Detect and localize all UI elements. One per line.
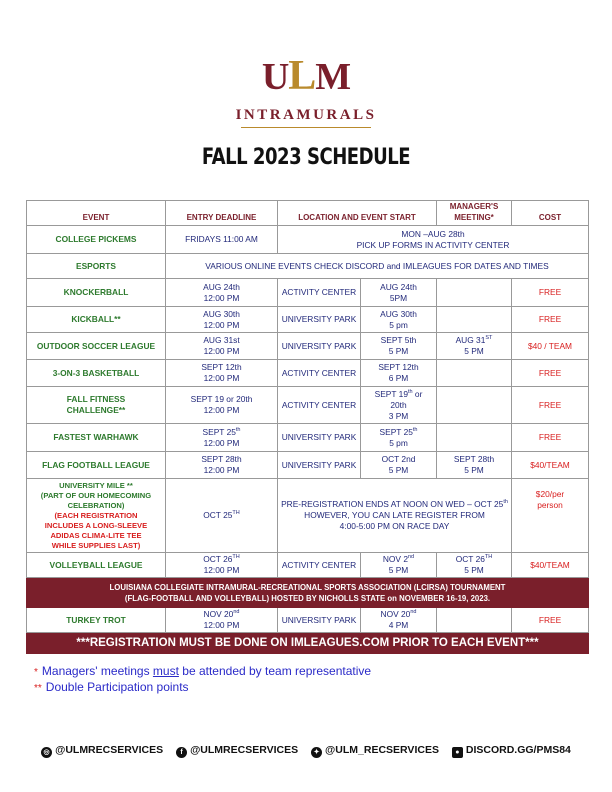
event-start: AUG 24th 5PM (361, 279, 437, 307)
discord-icon: ● (452, 747, 463, 758)
table-row (27, 279, 589, 307)
header-location-start: LOCATION AND EVENT START (278, 201, 437, 226)
event-cost: FREE (512, 307, 589, 333)
table-row (27, 387, 589, 424)
page-title: FALL 2023 SCHEDULE (201, 145, 411, 170)
event-location: UNIVERSITY PARK (278, 307, 361, 333)
ulm-intramurals-logo (0, 53, 612, 128)
event-cost: FREE (512, 279, 589, 307)
twitter-icon: ✦ (311, 747, 322, 758)
event-location: UNIVERSITY PARK (278, 452, 361, 479)
event-cost: FREE (512, 387, 589, 424)
merged-details: MON –AUG 28th PICK UP FORMS IN ACTIVITY CENTER (278, 226, 589, 254)
event-name: TURKEY TROT (27, 608, 166, 633)
table-row (27, 226, 589, 254)
managers-meeting (437, 387, 512, 424)
event-name: ESPORTS (27, 254, 166, 279)
lcirsa-tournament-banner (27, 578, 589, 608)
registration-banner-text: ***REGISTRATION MUST BE DONE ON IMLEAGUES.COM PRIOR TO EACH EVENT*** (27, 633, 589, 654)
event-location: UNIVERSITY PARK (278, 333, 361, 360)
entry-deadline: FRIDAYS 11:00 AM (166, 226, 278, 254)
event-start: OCT 2nd 5 PM (361, 452, 437, 479)
header-managers-meeting: MANAGER'S MEETING* (437, 201, 512, 226)
event-start: SEPT 5th 5 PM (361, 333, 437, 360)
event-start: SEPT 19th or 20th 3 PM (361, 387, 437, 424)
footnote-managers-meeting: * Managers' meetings must be attended by team representative (34, 664, 372, 678)
entry-deadline: NOV 20nd 12:00 PM (166, 608, 278, 633)
footnotes (34, 664, 371, 696)
header-cost: COST (512, 201, 589, 226)
merged-details: VARIOUS ONLINE EVENTS CHECK DISCORD and IMLEAGUES FOR DATES AND TIMES (166, 254, 589, 279)
ulm-logo-mark: ULM (261, 53, 351, 99)
event-location: UNIVERSITY PARK (278, 608, 361, 633)
event-location: ACTIVITY CENTER (278, 279, 361, 307)
social-media-bar (0, 744, 612, 758)
event-location: ACTIVITY CENTER (278, 360, 361, 387)
entry-deadline: OCT 26TH 12:00 PM (166, 553, 278, 578)
event-name: KNOCKERBALL (27, 279, 166, 307)
managers-meeting: SEPT 28th 5 PM (437, 452, 512, 479)
managers-meeting (437, 608, 512, 633)
registration-banner (27, 633, 589, 654)
event-start: AUG 30th 5 pm (361, 307, 437, 333)
managers-meeting (437, 279, 512, 307)
event-cost: FREE (512, 608, 589, 633)
event-name: FALL FITNESS CHALLENGE** (27, 387, 166, 424)
facebook-icon: f (176, 747, 187, 758)
event-location: ACTIVITY CENTER (278, 553, 361, 578)
entry-deadline: AUG 24th 12:00 PM (166, 279, 278, 307)
table-row (27, 553, 589, 578)
entry-deadline: SEPT 19 or 20th 12:00 PM (166, 387, 278, 424)
entry-deadline: SEPT 25th 12:00 PM (166, 424, 278, 452)
entry-deadline: SEPT 28th 12:00 PM (166, 452, 278, 479)
managers-meeting: OCT 26TH 5 PM (437, 553, 512, 578)
twitter-handle[interactable]: ✦ @ULM_RECSERVICES (311, 744, 439, 758)
managers-meeting (437, 307, 512, 333)
instagram-icon: ◎ (41, 747, 52, 758)
instagram-handle[interactable]: ◎ @ULMRECSERVICES (41, 744, 163, 758)
event-location: UNIVERSITY PARK (278, 424, 361, 452)
event-start: SEPT 25th 5 pm (361, 424, 437, 452)
table-row (27, 479, 589, 553)
event-name: FASTEST WARHAWK (27, 424, 166, 452)
event-cost: $20/per person (512, 479, 589, 553)
event-cost: FREE (512, 424, 589, 452)
event-name: UNIVERSITY MILE ** (PART OF OUR HOMECOMING CELEBRATION) (EACH REGISTRATION INCLUDES A LONG-SLEEVE ADIDAS CLIMA-LITE TEE WHILE SUPPLIES LAST) (27, 479, 166, 553)
event-start: NOV 2nd 5 PM (361, 553, 437, 578)
entry-deadline: SEPT 12th 12:00 PM (166, 360, 278, 387)
footnote-double-points: ** Double Participation points (34, 680, 189, 694)
table-row (27, 452, 589, 479)
merged-details: PRE-REGISTRATION ENDS AT NOON ON WED – OCT 25th HOWEVER, YOU CAN LATE REGISTER FROM 4:00-5:00 PM ON RACE DAY (278, 479, 512, 553)
table-header-row (27, 201, 589, 226)
event-cost: $40/TEAM (512, 452, 589, 479)
discord-link[interactable]: ● DISCORD.GG/PMS84 (452, 744, 571, 758)
header-event: EVENT (27, 201, 166, 226)
managers-meeting (437, 360, 512, 387)
event-cost: $40/TEAM (512, 553, 589, 578)
event-name: KICKBALL** (27, 307, 166, 333)
managers-meeting: AUG 31ST 5 PM (437, 333, 512, 360)
header-entry-deadline: ENTRY DEADLINE (166, 201, 278, 226)
table-row (27, 360, 589, 387)
facebook-handle[interactable]: f @ULMRECSERVICES (176, 744, 298, 758)
event-start: NOV 20nd 4 PM (361, 608, 437, 633)
event-name: FLAG FOOTBALL LEAGUE (27, 452, 166, 479)
event-cost: $40 / TEAM (512, 333, 589, 360)
managers-meeting (437, 424, 512, 452)
table-row (27, 608, 589, 633)
event-name: 3-ON-3 BASKETBALL (27, 360, 166, 387)
event-name: OUTDOOR SOCCER LEAGUE (27, 333, 166, 360)
event-start: SEPT 12th 6 PM (361, 360, 437, 387)
schedule-table (26, 200, 589, 654)
table-row (27, 307, 589, 333)
entry-deadline: OCT 25TH (166, 479, 278, 553)
event-location: ACTIVITY CENTER (278, 387, 361, 424)
entry-deadline: AUG 31st 12:00 PM (166, 333, 278, 360)
event-name: VOLLEYBALL LEAGUE (27, 553, 166, 578)
event-name: COLLEGE PICKEMS (27, 226, 166, 254)
entry-deadline: AUG 30th 12:00 PM (166, 307, 278, 333)
table-row (27, 333, 589, 360)
logo-wordmark: INTRAMURALS (235, 107, 377, 123)
table-row (27, 424, 589, 452)
tournament-banner-text: LOUISIANA COLLEGIATE INTRAMURAL-RECREATIONAL SPORTS ASSOCIATION (LCIRSA) TOURNAMENT (FLAG-FOOTBALL AND VOLLEYBALL) HOSTED BY NICHOLLS STATE on NOVEMBER 16-19, 2023. (27, 578, 589, 608)
event-cost: FREE (512, 360, 589, 387)
logo-underline (241, 127, 371, 128)
table-row (27, 254, 589, 279)
